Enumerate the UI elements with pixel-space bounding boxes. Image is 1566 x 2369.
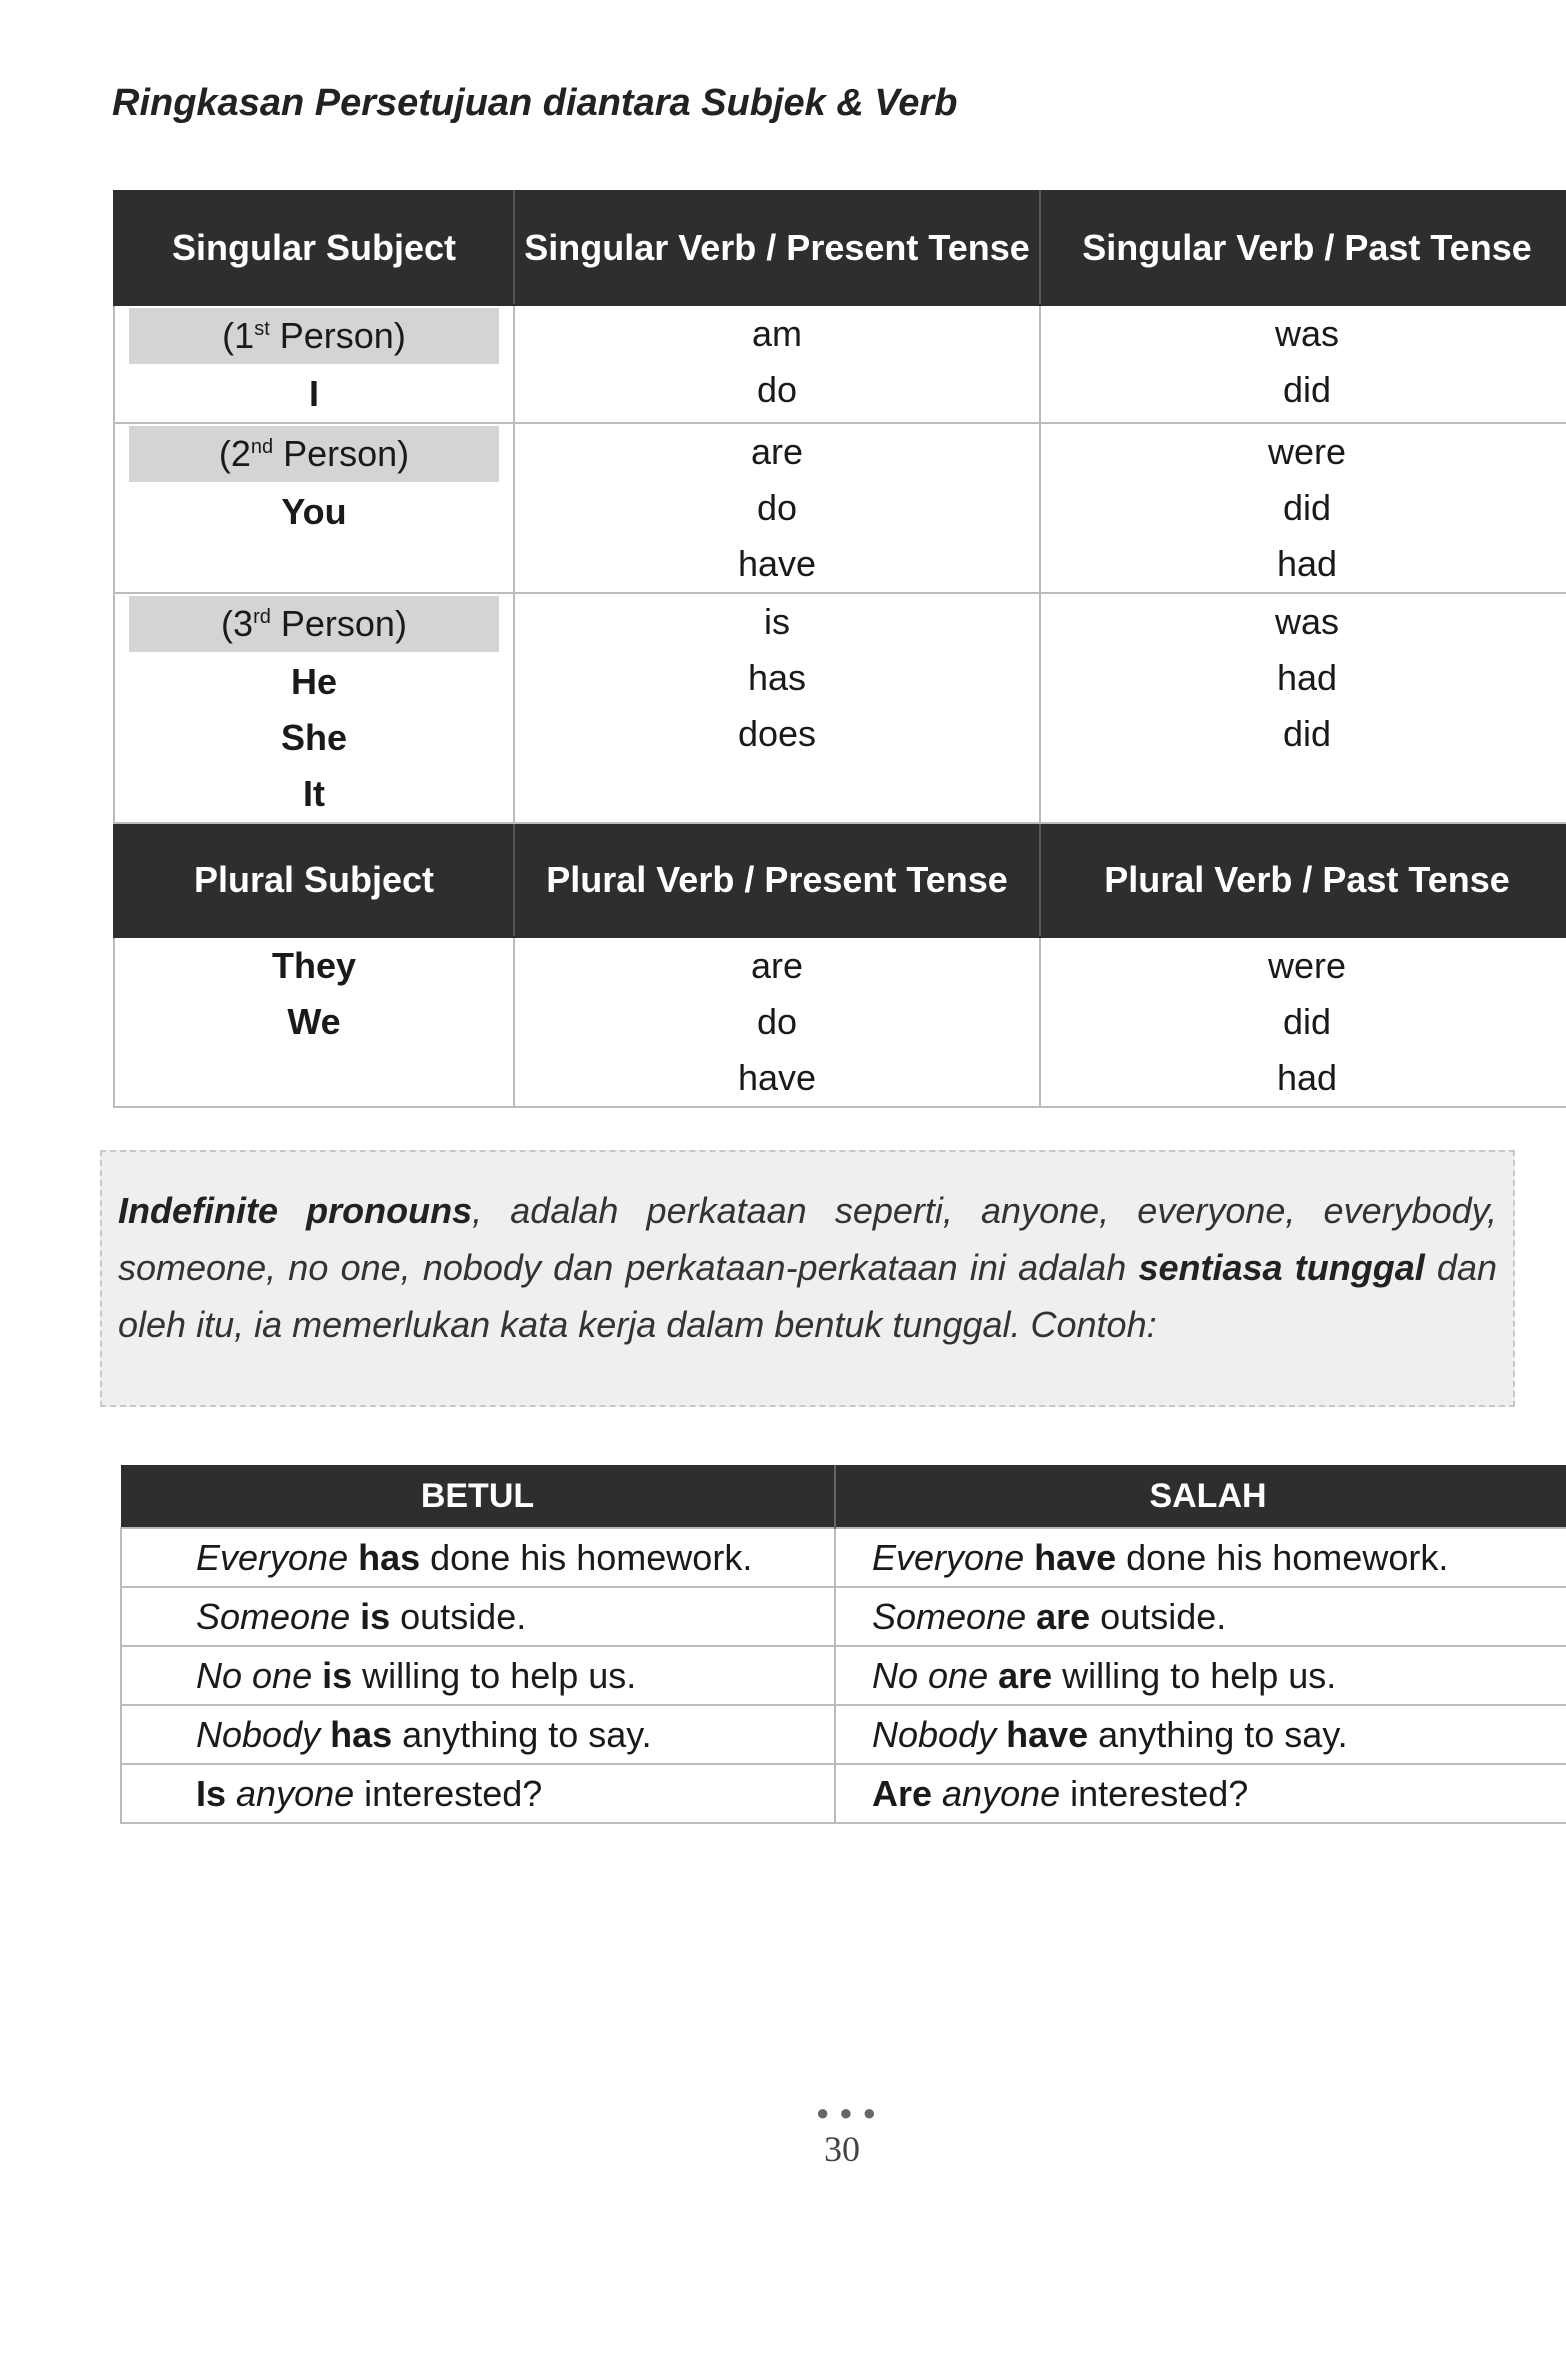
table-row — [121, 1705, 1566, 1764]
text-segment: outside. — [1090, 1596, 1227, 1637]
cell-line: do — [756, 487, 798, 528]
text-segment: anyone — [226, 1773, 355, 1814]
text-segment: sentiasa tunggal — [1138, 1247, 1425, 1288]
text-segment: dan oleh itu, ia memerlukan kata kerja dalam bentuk tunggal. Contoh: — [118, 1247, 1497, 1345]
text-segment: has — [348, 1537, 421, 1578]
cell-line: did — [1282, 369, 1332, 410]
present-cell — [514, 593, 1040, 823]
ordinal: 2 — [230, 433, 251, 474]
salah-cell — [835, 1764, 1566, 1823]
person-label: (3rd Person) — [129, 596, 499, 652]
column-header: Singular Verb / Past Tense — [1040, 191, 1566, 305]
cell-line: I — [308, 373, 319, 414]
column-header: Singular Verb / Present Tense — [514, 191, 1040, 305]
cell-line: did — [1282, 1001, 1332, 1042]
text-segment: done his homework. — [1116, 1537, 1449, 1578]
indefinite-pronouns-note — [100, 1150, 1515, 1407]
footer-dots: ●●● — [816, 2100, 886, 2125]
person-word: Person) — [280, 603, 407, 644]
examples-table — [120, 1465, 1566, 1824]
ordinal: 3 — [233, 603, 254, 644]
table-row — [114, 593, 1566, 823]
header-salah: SALAH — [835, 1465, 1566, 1528]
text-segment: Nobody — [196, 1714, 321, 1755]
cell-line: do — [756, 1001, 798, 1042]
text-segment: done his homework. — [420, 1537, 753, 1578]
table-row — [121, 1528, 1566, 1587]
text-segment: is — [350, 1596, 391, 1637]
text-segment: are — [1026, 1596, 1091, 1637]
table-row — [114, 305, 1566, 423]
cell-line: do — [756, 369, 798, 410]
cell-line: had — [1276, 657, 1338, 698]
text-segment: anyone — [932, 1773, 1061, 1814]
page-title: Ringkasan Persetujuan diantara Subjek & Verb — [112, 82, 958, 124]
cell-line: did — [1282, 713, 1332, 754]
cell-line: did — [1282, 487, 1332, 528]
header-row — [114, 191, 1566, 305]
table-row — [121, 1764, 1566, 1823]
person-word: Person) — [279, 315, 406, 356]
text-segment: are — [988, 1655, 1053, 1696]
subject-verb-table — [113, 190, 1566, 1108]
header-row — [114, 823, 1566, 937]
text-segment: No one — [196, 1655, 313, 1696]
cell-line: are — [750, 431, 804, 472]
cell-line: have — [737, 1057, 817, 1098]
ordinal-suffix: rd — [253, 606, 271, 628]
cell-line: has — [747, 657, 807, 698]
salah-cell — [835, 1587, 1566, 1646]
text-segment: willing to help us. — [352, 1655, 637, 1696]
cell-line: She — [280, 717, 348, 758]
past-cell — [1040, 593, 1566, 823]
betul-cell — [121, 1528, 835, 1587]
text-segment: have — [996, 1714, 1089, 1755]
present-cell — [514, 423, 1040, 593]
table-row — [121, 1646, 1566, 1705]
subject-cell — [114, 937, 514, 1107]
betul-cell — [121, 1646, 835, 1705]
present-cell — [514, 305, 1040, 423]
cell-line: is — [764, 601, 790, 642]
text-segment: have — [1024, 1537, 1117, 1578]
cell-line: was — [1274, 313, 1340, 354]
text-segment: Are — [872, 1773, 933, 1814]
text-segment: Nobody — [872, 1714, 997, 1755]
header-betul: BETUL — [121, 1465, 835, 1528]
table-row — [121, 1587, 1566, 1646]
text-segment: is — [312, 1655, 353, 1696]
text-segment: interested? — [1060, 1773, 1249, 1814]
person-word: Person) — [283, 433, 410, 474]
text-segment: outside. — [390, 1596, 527, 1637]
person-label: (1st Person) — [129, 308, 499, 364]
text-segment: Everyone — [196, 1537, 349, 1578]
text-segment: Indefinite pronouns — [118, 1190, 473, 1231]
cell-line: was — [1274, 601, 1340, 642]
text-segment: Is — [196, 1773, 227, 1814]
column-header: Plural Subject — [114, 823, 514, 937]
ordinal: 1 — [234, 315, 255, 356]
cell-line: were — [1267, 945, 1347, 986]
cell-line: have — [737, 543, 817, 584]
cell-line: were — [1267, 431, 1347, 472]
text-segment: No one — [872, 1655, 989, 1696]
text-segment: has — [320, 1714, 393, 1755]
subject-cell — [114, 305, 514, 423]
salah-cell — [835, 1646, 1566, 1705]
salah-cell — [835, 1705, 1566, 1764]
past-cell — [1040, 937, 1566, 1107]
salah-cell — [835, 1528, 1566, 1587]
column-header: Singular Subject — [114, 191, 514, 305]
cell-line: It — [303, 773, 325, 814]
text-segment: Everyone — [872, 1537, 1025, 1578]
text-segment: Someone — [872, 1596, 1027, 1637]
page-number: 30 — [824, 2129, 860, 2169]
betul-cell — [121, 1764, 835, 1823]
person-label: (2nd Person) — [129, 426, 499, 482]
text-segment: interested? — [354, 1773, 543, 1814]
betul-cell — [121, 1705, 835, 1764]
cell-line: You — [281, 491, 347, 532]
column-header: Plural Verb / Past Tense — [1040, 823, 1566, 937]
cell-line: does — [737, 713, 817, 754]
text-segment: anything to say. — [392, 1714, 652, 1755]
text-segment: anything to say. — [1088, 1714, 1348, 1755]
text-segment: , adalah perkataan seperti, anyone, everyone, everybody, someone, no one, nobody dan perkataan-perkataan ini adalah — [118, 1190, 1497, 1288]
text-segment: willing to help us. — [1052, 1655, 1337, 1696]
ordinal-suffix: nd — [250, 436, 274, 458]
cell-line: He — [290, 661, 338, 702]
text-segment: Someone — [196, 1596, 351, 1637]
cell-line: are — [750, 945, 804, 986]
subject-cell — [114, 593, 514, 823]
present-cell — [514, 937, 1040, 1107]
cell-line: had — [1276, 1057, 1338, 1098]
ordinal-suffix: st — [254, 318, 270, 340]
table-row — [114, 423, 1566, 593]
cell-line: am — [751, 313, 802, 354]
cell-line: We — [287, 1001, 341, 1042]
cell-line: They — [271, 945, 357, 986]
column-header: Plural Verb / Present Tense — [514, 823, 1040, 937]
past-cell — [1040, 305, 1566, 423]
subject-cell — [114, 423, 514, 593]
past-cell — [1040, 423, 1566, 593]
cell-line: had — [1276, 543, 1338, 584]
table-row — [114, 937, 1566, 1107]
betul-cell — [121, 1587, 835, 1646]
